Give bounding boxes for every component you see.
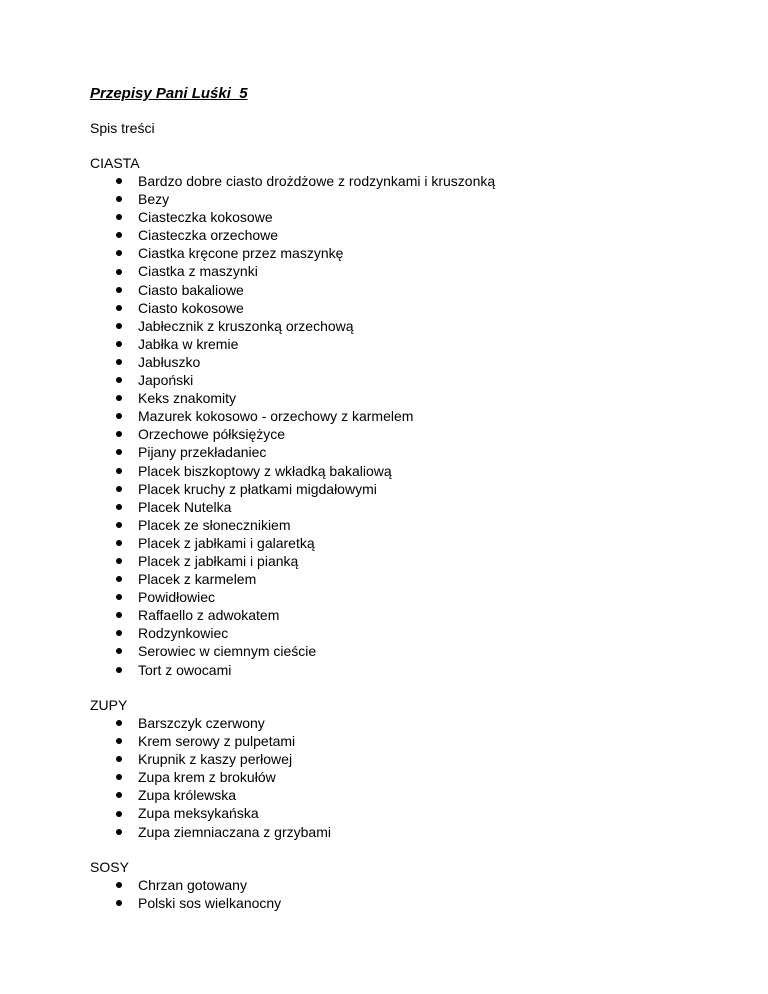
bullet-icon xyxy=(116,558,122,564)
list-item-label: Ciasteczka kokosowe xyxy=(138,209,273,226)
bullet-icon xyxy=(116,305,122,311)
list-item xyxy=(90,317,495,335)
list-item-label: Tort z owocami xyxy=(138,661,232,678)
list-item-label: Serowiec w ciemnym cieście xyxy=(138,643,317,660)
list-item-label: Powidłowiec xyxy=(138,589,216,606)
bullet-icon xyxy=(116,829,122,835)
list-item xyxy=(90,552,495,570)
list-item xyxy=(90,714,331,732)
bullet-icon xyxy=(116,214,122,220)
list-item-label: Ciasto kokosowe xyxy=(138,299,244,316)
list-item-label: Jabłecznik z kruszonką orzechową xyxy=(138,317,354,334)
list-item xyxy=(90,389,495,407)
bullet-icon xyxy=(116,774,122,780)
bullet-icon xyxy=(116,504,122,510)
bullet-icon xyxy=(116,594,122,600)
list-item-label: Ciasteczka orzechowe xyxy=(138,227,279,244)
toc-label: Spis treści xyxy=(90,120,155,136)
bullet-icon xyxy=(116,232,122,238)
bullet-icon xyxy=(116,630,122,636)
list-item xyxy=(90,425,495,443)
bullet-icon xyxy=(116,720,122,726)
bullet-icon xyxy=(116,792,122,798)
bullet-icon xyxy=(116,341,122,347)
recipe-list xyxy=(90,172,495,679)
list-item-label: Bezy xyxy=(138,191,170,208)
list-item-label: Zupa królewska xyxy=(138,787,237,804)
document-title: Przepisy Pani Luśki 5 xyxy=(90,85,248,102)
list-item xyxy=(90,190,495,208)
list-item-label: Bardzo dobre ciasto drożdżowe z rodzynkami i kruszonką xyxy=(138,173,496,189)
bullet-icon xyxy=(116,667,122,673)
list-item-label: Jabłuszko xyxy=(138,353,201,370)
bullet-icon xyxy=(116,359,122,365)
list-item-label: Keks znakomity xyxy=(138,390,237,407)
bullet-icon xyxy=(116,811,122,817)
list-item xyxy=(90,516,495,534)
list-item xyxy=(90,262,495,280)
list-item xyxy=(90,498,495,516)
bullet-icon xyxy=(116,413,122,419)
list-item-label: Chrzan gotowany xyxy=(138,877,247,893)
list-item-label: Placek z jabłkami i galaretką xyxy=(138,534,315,551)
recipe-list xyxy=(90,714,331,841)
list-item-label: Pijany przekładaniec xyxy=(138,444,267,461)
list-item-label: Krupnik z kaszy perłowej xyxy=(138,751,293,768)
list-item xyxy=(90,353,495,371)
section-heading: CIASTA xyxy=(90,155,140,171)
bullet-icon xyxy=(116,196,122,202)
list-item xyxy=(90,750,331,768)
list-item-label: Jabłka w kremie xyxy=(138,335,239,352)
bullet-icon xyxy=(116,612,122,618)
bullet-icon xyxy=(116,377,122,383)
list-item xyxy=(90,534,495,552)
section-sosy xyxy=(90,858,281,912)
bullet-icon xyxy=(116,468,122,474)
section-heading: SOSY xyxy=(90,859,129,875)
bullet-icon xyxy=(116,269,122,275)
section-heading: ZUPY xyxy=(90,697,128,713)
bullet-icon xyxy=(116,648,122,654)
bullet-icon xyxy=(116,486,122,492)
list-item-label: Rodzynkowiec xyxy=(138,625,229,642)
list-item xyxy=(90,335,495,353)
section-zupy xyxy=(90,696,331,841)
list-item-label: Ciasto bakaliowe xyxy=(138,281,244,298)
bullet-icon xyxy=(116,250,122,256)
list-item-label: Krem serowy z pulpetami xyxy=(138,733,296,750)
list-item xyxy=(90,208,495,226)
list-item xyxy=(90,371,495,389)
bullet-icon xyxy=(116,431,122,437)
list-item-label: Polski sos wielkanocny xyxy=(138,895,282,912)
list-item xyxy=(90,894,281,912)
bullet-icon xyxy=(116,576,122,582)
list-item xyxy=(90,768,331,786)
bullet-icon xyxy=(116,287,122,293)
bullet-icon xyxy=(116,540,122,546)
recipe-list xyxy=(90,876,281,912)
list-item xyxy=(90,462,495,480)
bullet-icon xyxy=(116,522,122,528)
bullet-icon xyxy=(116,178,122,184)
list-item xyxy=(90,244,495,262)
list-item xyxy=(90,570,495,588)
list-item xyxy=(90,443,495,461)
section-ciasta xyxy=(90,154,495,679)
list-item xyxy=(90,299,495,317)
list-item-label: Japoński xyxy=(138,372,194,389)
list-item-label: Barszczyk czerwony xyxy=(138,715,265,731)
list-item-label: Placek z karmelem xyxy=(138,571,257,588)
list-item-label: Placek ze słonecznikiem xyxy=(138,516,291,533)
list-item xyxy=(90,661,495,679)
bullet-icon xyxy=(116,738,122,744)
list-item xyxy=(90,786,331,804)
list-item xyxy=(90,588,495,606)
list-item xyxy=(90,804,331,822)
list-item xyxy=(90,624,495,642)
list-item-label: Mazurek kokosowo - orzechowy z karmelem xyxy=(138,408,414,425)
list-item xyxy=(90,281,495,299)
bullet-icon xyxy=(116,882,122,888)
list-item-label: Placek z jabłkami i pianką xyxy=(138,552,299,569)
list-item xyxy=(90,732,331,750)
list-item xyxy=(90,823,331,841)
list-item xyxy=(90,606,495,624)
list-item xyxy=(90,642,495,660)
list-item xyxy=(90,172,495,190)
list-item-label: Zupa meksykańska xyxy=(138,805,259,822)
list-item xyxy=(90,876,281,894)
list-item xyxy=(90,407,495,425)
bullet-icon xyxy=(116,323,122,329)
list-item-label: Raffaello z adwokatem xyxy=(138,607,280,624)
bullet-icon xyxy=(116,756,122,762)
list-item-label: Ciastka z maszynki xyxy=(138,263,258,280)
list-item xyxy=(90,226,495,244)
list-item-label: Placek biszkoptowy z wkładką bakaliową xyxy=(138,462,392,479)
bullet-icon xyxy=(116,395,122,401)
list-item-label: Orzechowe półksiężyce xyxy=(138,426,286,443)
list-item-label: Placek kruchy z płatkami migdałowymi xyxy=(138,480,377,497)
list-item-label: Zupa krem z brokułów xyxy=(138,769,276,786)
list-item-label: Placek Nutelka xyxy=(138,498,232,515)
bullet-icon xyxy=(116,900,122,906)
list-item-label: Ciastka kręcone przez maszynkę xyxy=(138,245,344,262)
list-item xyxy=(90,480,495,498)
bullet-icon xyxy=(116,449,122,455)
list-item-label: Zupa ziemniaczana z grzybami xyxy=(138,823,331,840)
